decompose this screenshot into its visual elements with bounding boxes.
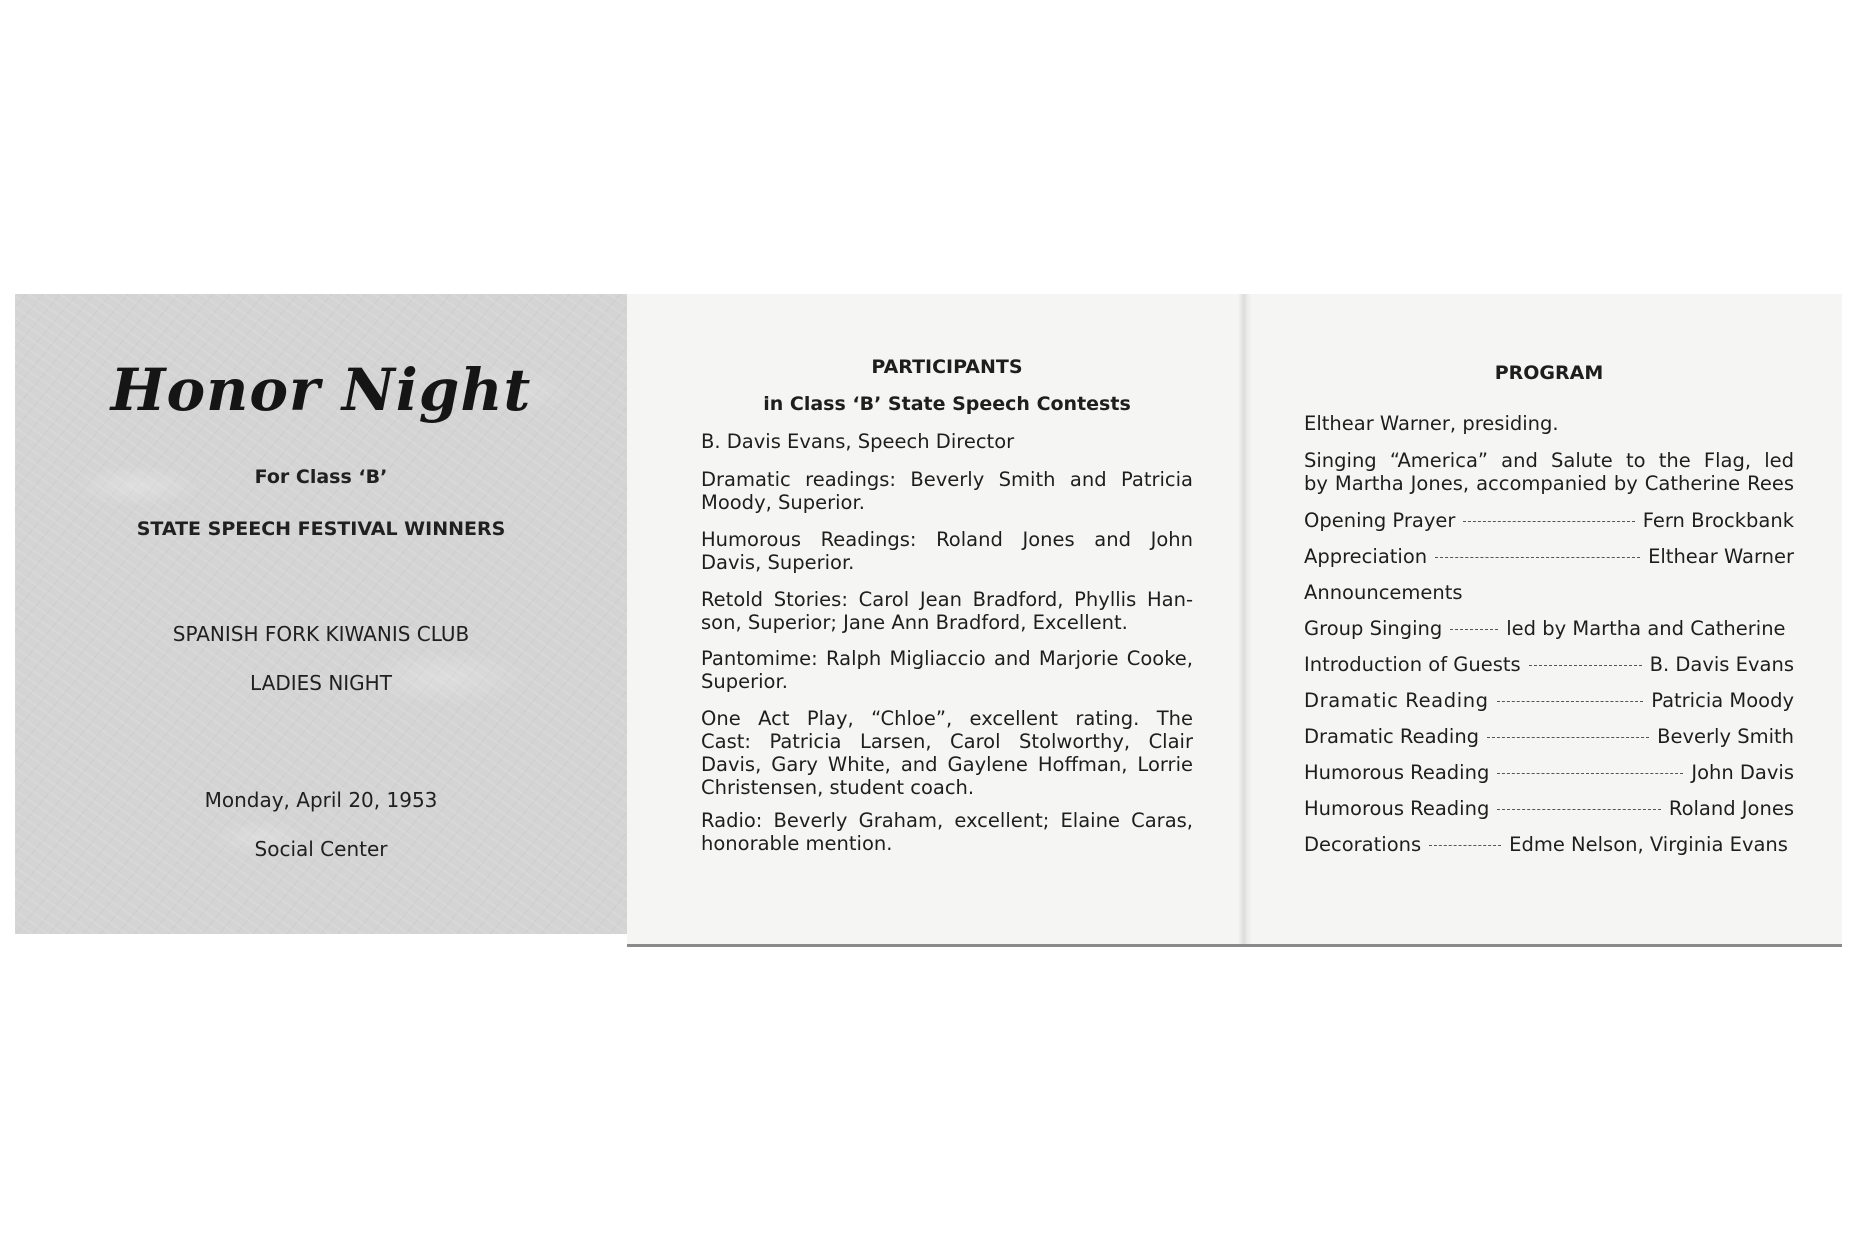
dotted-leader: [1497, 809, 1661, 810]
program-item-person: Fern Brockbank: [1642, 509, 1794, 532]
program-item-label: Dramatic Reading: [1304, 689, 1489, 712]
program-heading: PROGRAM: [1494, 362, 1604, 384]
program-item-label: Opening Prayer: [1304, 509, 1456, 532]
entry-line: Retold Stories: Carol Jean Bradford, Phyllis Han-: [701, 588, 1193, 611]
participant-entry-pantomime: [701, 647, 1193, 693]
program-item-person: John Davis: [1691, 761, 1794, 784]
participant-entry-one-act-play: [701, 707, 1193, 799]
entry-line: Radio: Beverly Graham, excellent; Elaine Caras,: [701, 809, 1193, 832]
program-item: [1304, 509, 1794, 532]
cover-class-line: For Class ‘B’: [254, 466, 388, 488]
participants-heading: PARTICIPANTS: [871, 356, 1023, 378]
entry-line: Davis, Superior.: [701, 551, 855, 574]
program-item-label: Introduction of Guests: [1304, 653, 1521, 676]
cover-festival-line: STATE SPEECH FESTIVAL WINNERS: [136, 518, 506, 540]
entry-line: Davis, Gary White, and Gaylene Hoffman, Lorrie: [701, 753, 1193, 776]
presiding-text: Elthear Warner, presiding.: [1304, 412, 1559, 435]
dotted-leader: [1487, 737, 1649, 738]
program-item-person: Roland Jones: [1668, 797, 1794, 820]
entry-line: One Act Play, “Chloe”, excellent rating. The: [701, 707, 1193, 730]
entry-line: Christensen, student coach.: [701, 776, 975, 799]
dotted-leader: [1435, 557, 1640, 558]
program-item: [1304, 725, 1794, 748]
participants-subheading: in Class ‘B’ State Speech Contests: [763, 393, 1131, 415]
participant-entry-retold: [701, 588, 1193, 634]
program-item-person: Patricia Moody: [1651, 689, 1794, 712]
program-item: [1304, 797, 1794, 820]
program-item: [1304, 617, 1794, 640]
participant-entry-dramatic: [701, 468, 1193, 514]
program-item: [1304, 545, 1794, 568]
cover-title: Honor Night: [110, 356, 532, 424]
program-item-label: Announcements: [1304, 581, 1463, 604]
entry-line: Dramatic readings: Beverly Smith and Patricia: [701, 468, 1193, 491]
dotted-leader: [1529, 665, 1642, 666]
cover-ladies-night-line: LADIES NIGHT: [250, 671, 392, 695]
presiding-line: [1304, 412, 1794, 435]
entry-line: Superior.: [701, 670, 788, 693]
entry-line: Moody, Superior.: [701, 491, 865, 514]
entry-line: honorable mention.: [701, 832, 893, 855]
inner-spread: [627, 294, 1842, 947]
singing-text: Singing “America” and Salute to the Flag, led: [1304, 449, 1794, 472]
dotted-leader: [1497, 773, 1683, 774]
dotted-leader: [1450, 629, 1498, 630]
participant-entry-radio: [701, 809, 1193, 855]
program-item-label: Decorations: [1304, 833, 1422, 856]
entry-line: Cast: Patricia Larsen, Carol Stolworthy, Clair: [701, 730, 1193, 753]
speech-director-line: [701, 430, 1193, 453]
program-item-label: Dramatic Reading: [1304, 725, 1480, 748]
entry-line: Humorous Readings: Roland Jones and John: [701, 528, 1193, 551]
entry-line: son, Superior; Jane Ann Bradford, Excellent.: [701, 611, 1128, 634]
program-item-person: led by Martha and Catherine: [1506, 617, 1786, 640]
dotted-leader: [1463, 521, 1634, 522]
program-item-label: Appreciation: [1304, 545, 1428, 568]
program-panel: [1304, 294, 1794, 944]
participant-entry-humorous: [701, 528, 1193, 574]
dotted-leader: [1429, 845, 1501, 846]
program-item-label: Group Singing: [1304, 617, 1443, 640]
cover-place: Social Center: [254, 837, 388, 861]
program-item-person: Edme Nelson, Virginia Evans: [1509, 833, 1788, 856]
speech-director-text: B. Davis Evans, Speech Director: [701, 430, 1015, 453]
program-item: [1304, 833, 1794, 856]
program-item: [1304, 761, 1794, 784]
singing-text: by Martha Jones, accompanied by Catherine Rees: [1304, 472, 1794, 495]
entry-line: Pantomime: Ralph Migliaccio and Marjorie Cooke,: [701, 647, 1193, 670]
program-cover: [15, 294, 627, 934]
program-item: [1304, 581, 1794, 604]
page-fold: [1238, 294, 1252, 944]
cover-date: Monday, April 20, 1953: [204, 788, 438, 812]
program-item: [1304, 689, 1794, 712]
dotted-leader: [1497, 701, 1644, 702]
program-item-person: Elthear Warner: [1648, 545, 1794, 568]
cover-club-line: SPANISH FORK KIWANIS CLUB: [172, 622, 470, 646]
program-item-person: Beverly Smith: [1657, 725, 1794, 748]
participants-panel: [701, 294, 1193, 944]
program-item-label: Humorous Reading: [1304, 761, 1490, 784]
program-item: [1304, 653, 1794, 676]
program-item-label: Humorous Reading: [1304, 797, 1490, 820]
program-item-person: B. Davis Evans: [1649, 653, 1794, 676]
singing-line: [1304, 449, 1794, 495]
